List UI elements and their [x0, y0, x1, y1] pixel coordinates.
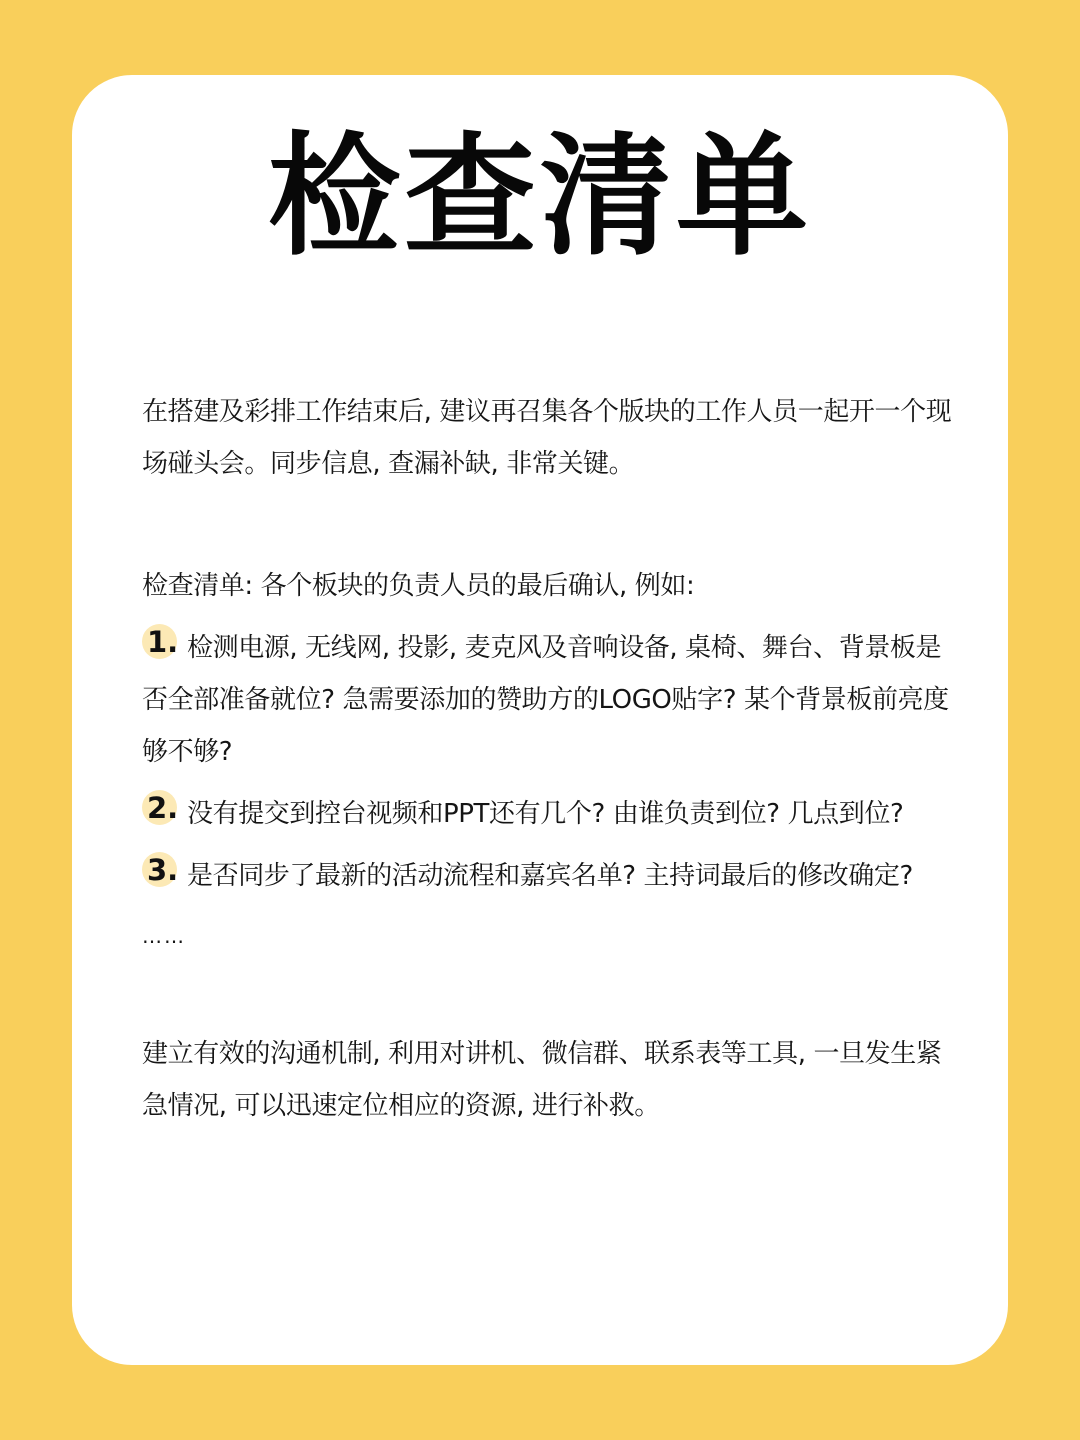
checklist-item-3 [142, 850, 962, 902]
page-title: 检查清单 [268, 120, 812, 274]
number-badge [142, 624, 177, 659]
article-body [142, 386, 962, 1132]
number-badge [142, 790, 177, 825]
item-text: 没有提交到控台视频和PPT还有几个? 由谁负责到位? 几点到位? [187, 799, 904, 829]
closing-paragraph: 建立有效的沟通机制, 利用对讲机、微信群、联系表等工具, 一旦发生紧急情况, 可以迅速定位相应的资源, 进行补救。 [142, 1039, 942, 1121]
intro-paragraph: 在搭建及彩排工作结束后, 建议再召集各个版块的工作人员一起开一个现场碰头会。同步信息, 查漏补缺, 非常关键。 [142, 397, 952, 479]
item-text: 检测电源, 无线网, 投影, 麦克风及音响设备, 桌椅、舞台、背景板是否全部准备就位? 急需要添加的赞助方的LOGO贴字? 某个背景板前亮度够不够? [142, 633, 949, 767]
checklist-item-1 [142, 622, 962, 778]
item-number: 1. [147, 625, 179, 659]
item-number: 2. [147, 791, 179, 825]
checklist-item-2 [142, 788, 962, 840]
item-number: 3. [147, 853, 179, 887]
item-text: 是否同步了最新的活动流程和嘉宾名单? 主持词最后的修改确定? [187, 861, 913, 891]
checklist-lead: 检查清单: 各个板块的负责人员的最后确认, 例如: [142, 571, 695, 601]
faint-watermark [1026, 1416, 1064, 1430]
ellipsis-text: …… [142, 924, 186, 948]
number-badge [142, 852, 177, 887]
